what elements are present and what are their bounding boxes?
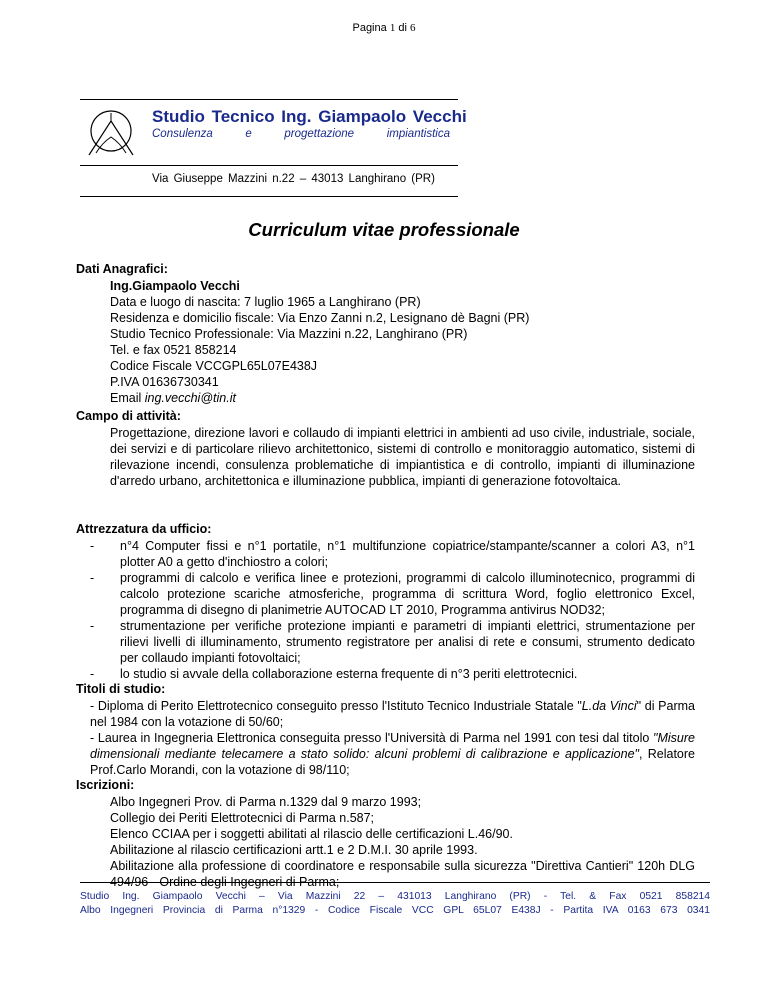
- page-label: Pagina: [352, 22, 387, 34]
- anagrafici-line: Studio Tecnico Professionale: Via Mazzini n.22, Langhirano (PR): [110, 327, 468, 341]
- iscrizioni-line: Collegio dei Periti Elettrotecnici di Parma n.587;: [110, 811, 375, 825]
- letterhead-middle-rule: [80, 165, 458, 166]
- list-item-text: strumentazione per verifiche protezione impianti e parametri di impianti elettrici, strumentazione per rilievi livelli di illuminamento, strumento registratore per analisi di rete e consumi, strumento dedicato per collaudo impianti fotovoltaici;: [120, 619, 695, 665]
- campo-text: Progettazione, direzione lavori e collaudo di impianti elettrici in ambienti ad uso civile, industriale, sociale, dei servizi e di particolare rilievo architettonico, sistemi di controllo e monitoraggio automatico, sistemi di rilevazione incendi, consulenza problematiche di impiantistica e di controllo, impianti di illuminazione d'arredo urbano, architettonica e illuminazione pubblica, impianti di generazione fotovoltaica.: [110, 426, 695, 488]
- list-item: [90, 538, 695, 570]
- section-heading-attrezzatura: Attrezzatura da ufficio:: [76, 522, 212, 536]
- email-link[interactable]: ing.vecchi@tin.it: [144, 391, 236, 405]
- section-heading-titoli: Titoli di studio:: [76, 682, 166, 696]
- firm-subtitle-word: progettazione: [284, 128, 355, 140]
- list-item: [90, 570, 695, 618]
- firm-subtitle-word: Consulenza: [152, 128, 213, 140]
- attrezzatura-list: [90, 538, 695, 682]
- laurea-thesis: "Misure dimensionali mediante telecamere a stato solido: alcuni problemi di calibrazione e applicazione": [90, 731, 695, 761]
- footer-line-2: Albo Ingegneri Provincia di Parma n°1329 - Codice Fiscale VCC GPL 65L07 E438J - Partita IVA 0163 673 0341: [80, 905, 710, 916]
- list-bullet: -: [90, 667, 95, 681]
- list-item: [90, 666, 695, 682]
- email-line: [110, 390, 529, 406]
- list-item-text: programmi di calcolo e verifica linee e protezioni, programmi di calcolo illuminotecnico, programmi di calcolo protezione scariche atmosferiche, programma di scrittura Word, foglio elettronico Excel, programma di disegno di planimetrie AUTOCAD LT 2010, Programma antivirus NOD32;: [120, 571, 695, 617]
- page-current: 1: [389, 22, 396, 34]
- anagrafici-line: Codice Fiscale VCCGPL65L07E438J: [110, 359, 318, 373]
- document-title: Curriculum vitae professionale: [248, 219, 520, 240]
- studio-logo-icon: [80, 103, 142, 163]
- section-heading-iscrizioni: Iscrizioni:: [76, 778, 135, 792]
- firm-name: Studio Tecnico Ing. Giampaolo Vecchi: [152, 107, 467, 126]
- list-item-text: lo studio si avvale della collaborazione esterna frequente di n°3 periti elettrotecnici.: [120, 667, 578, 681]
- anagrafici-line: Residenza e domicilio fiscale: Via Enzo Zanni n.2, Lesignano dè Bagni (PR): [110, 311, 530, 325]
- list-bullet: -: [90, 571, 95, 585]
- diploma-text-end: " di Parma nel 1984 con la votazione di 50/60;: [90, 699, 695, 729]
- laurea-text-end: , Relatore Prof.Carlo Morandi, con la votazione di 98/110;: [90, 747, 695, 777]
- titoli-block: [90, 698, 695, 778]
- anagrafici-line: Data e luogo di nascita: 7 luglio 1965 a Langhirano (PR): [110, 295, 421, 309]
- anagrafici-block: [110, 278, 529, 406]
- firm-address: Via Giuseppe Mazzini n.22 – 43013 Langhirano (PR): [152, 173, 435, 185]
- list-item: [90, 618, 695, 666]
- iscrizioni-line: Elenco CCIAA per i soggetti abilitati al rilascio delle certificazioni L.46/90.: [110, 827, 513, 841]
- page-total: 6: [410, 22, 416, 34]
- letterhead-bottom-rule: [80, 196, 458, 197]
- list-item-text: n°4 Computer fissi e n°1 portatile, n°1 multifunzione copiatrice/stampante/scanner a colori A3, n°1 plotter A0 a getto d'inchiostro a colori;: [120, 539, 695, 569]
- list-bullet: -: [90, 539, 95, 553]
- section-heading-anagrafici: Dati Anagrafici:: [76, 262, 168, 276]
- page-number: [0, 22, 768, 34]
- footer-line-1: Studio Ing. Giampaolo Vecchi – Via Mazzini 22 – 431013 Langhirano (PR) - Tel. & Fax 0521 858214: [80, 891, 710, 902]
- iscrizioni-line: Abilitazione alla professione di coordinatore e responsabile sulla sicurezza "Direttiva Cantieri" 120h DLG 494/96 - Ordine degli Ingegneri di Parma;: [110, 859, 695, 889]
- diploma-line: [90, 698, 695, 730]
- laurea-line: [90, 730, 695, 778]
- firm-subtitle-word: impiantistica: [386, 128, 450, 140]
- iscrizioni-line: Albo Ingegneri Prov. di Parma n.1329 dal 9 marzo 1993;: [110, 795, 422, 809]
- iscrizioni-line: Abilitazione al rilascio certificazioni artt.1 e 2 D.M.I. 30 aprile 1993.: [110, 843, 478, 857]
- laurea-text: - Laurea in Ingegneria Elettronica conseguita presso l'Università di Parma nel 1991 con tesi dal titolo: [90, 731, 654, 745]
- email-label: Email: [110, 391, 142, 405]
- firm-subtitle-word: e: [245, 128, 252, 140]
- letterhead-top-rule: [80, 99, 458, 100]
- anagrafici-line: Tel. e fax 0521 858214: [110, 343, 237, 357]
- page-separator: di: [398, 22, 407, 34]
- list-bullet: -: [90, 619, 95, 633]
- diploma-text: - Diploma di Perito Elettrotecnico conseguito presso l'Istituto Tecnico Industriale Statale ": [90, 699, 582, 713]
- person-name: Ing.Giampaolo Vecchi: [110, 279, 240, 293]
- diploma-school: L.da Vinci: [581, 699, 637, 713]
- firm-subtitle: [152, 128, 450, 140]
- anagrafici-line: P.IVA 01636730341: [110, 375, 219, 389]
- footer-rule: [80, 882, 710, 883]
- iscrizioni-block: [110, 794, 695, 890]
- section-heading-campo: Campo di attività:: [76, 409, 181, 423]
